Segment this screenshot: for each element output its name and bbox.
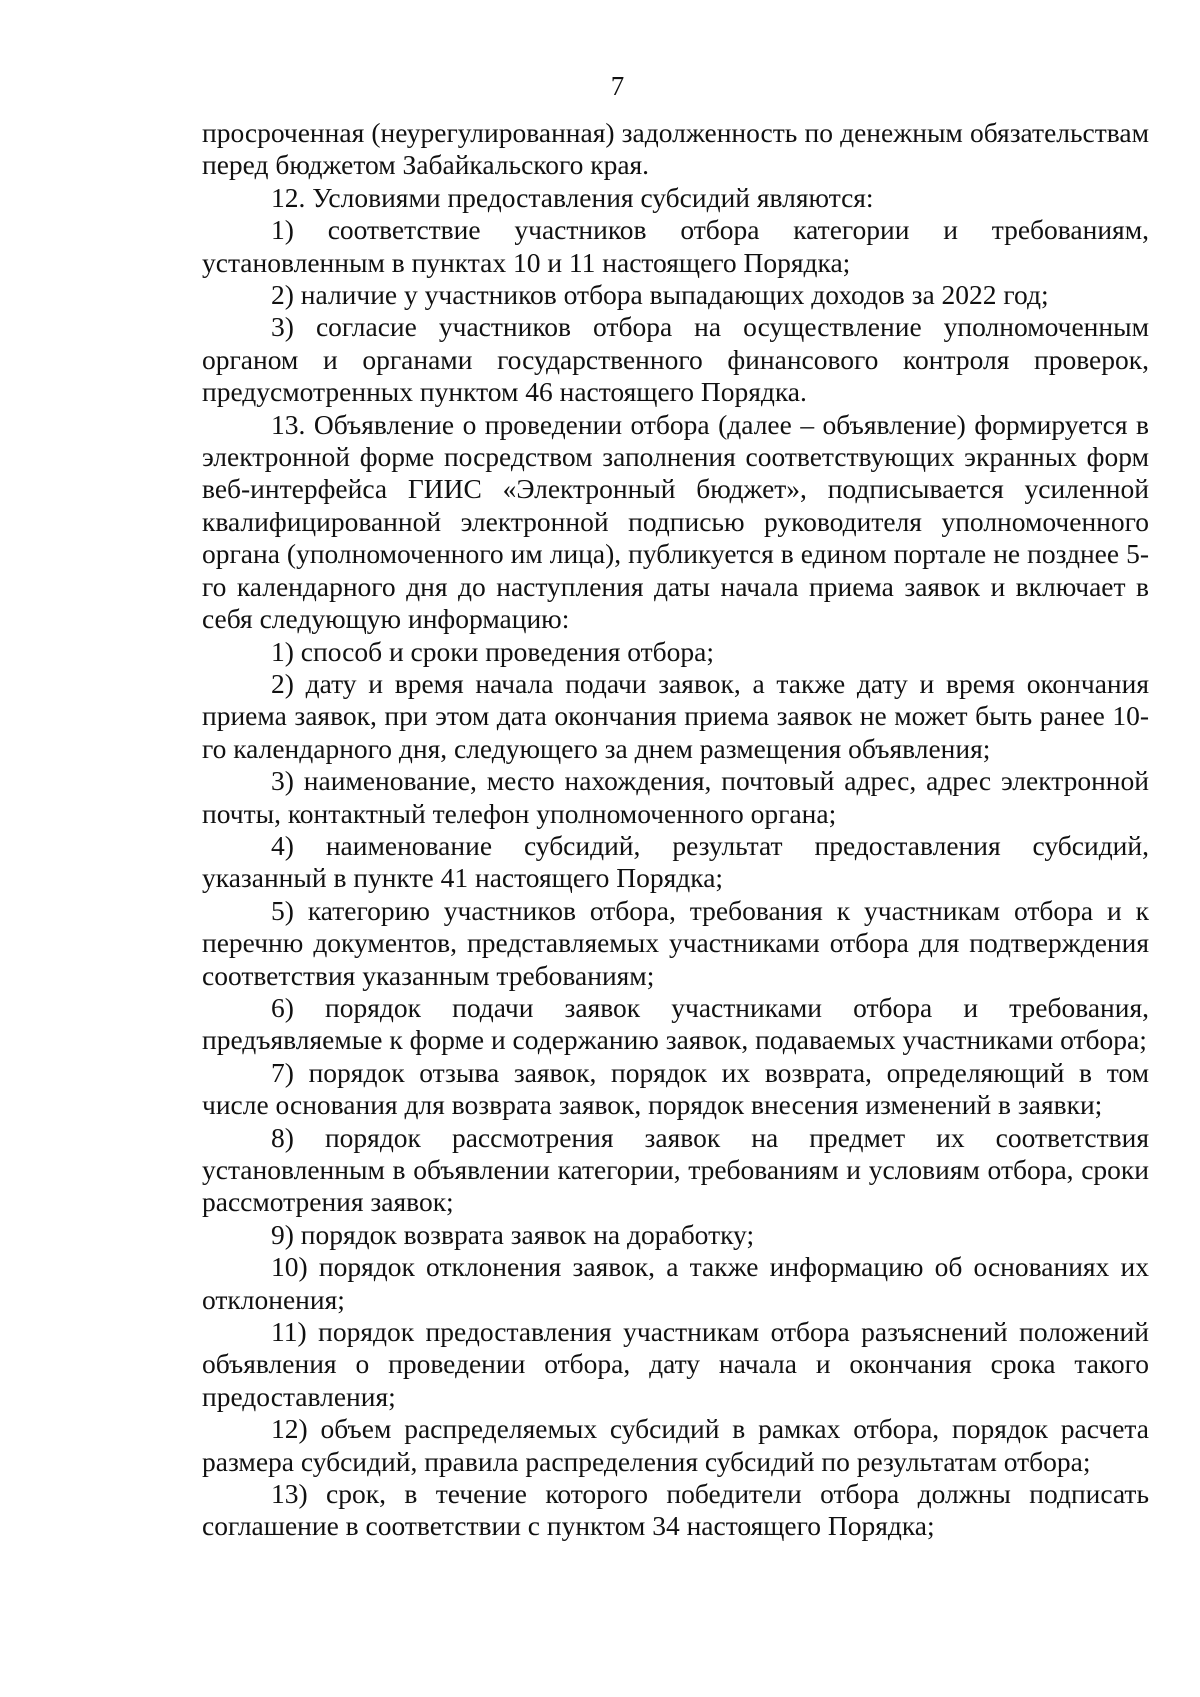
paragraph-item: 1) способ и сроки проведения отбора; — [271, 635, 714, 667]
paragraph-item: 6) порядок подачи заявок участниками отбора и требования, предъявляемые к форме и содержанию заявок, подаваемых участниками отбора; — [202, 991, 1149, 1056]
paragraph-item: 3) согласие участников отбора на осуществление уполномоченным органом и органами государственного финансового контроля проверок, предусмотренных пунктом 46 настоящего Порядка. — [202, 311, 1149, 408]
paragraph-clause-13: 13. Объявление о проведении отбора (далее – объявление) формируется в электронной форме посредством заполнения соответствующих экранных форм веб-интерфейса ГИИС «Электронный бюджет», подписывается усиленной квалифицированной электронной подписью руководителя уполномоченного органа (уполномоченного им лица), публикуется в едином портале не позднее 5-го календарного дня до наступления даты начала приема заявок и включает в себя следующую информацию: — [202, 408, 1149, 635]
paragraph-item: 13) срок, в течение которого победители отбора должны подписать соглашение в соответствии с пунктом 34 настоящего Порядка; — [202, 1478, 1149, 1542]
paragraph-item: 12) объем распределяемых субсидий в рамках отбора, порядок расчета размера субсидий, правила распределения субсидий по результатам отбора; — [202, 1413, 1149, 1477]
paragraph-clause-12: 12. Условиями предоставления субсидий являются: — [271, 181, 874, 213]
paragraph-item: 2) дату и время начала подачи заявок, а также дату и время окончания приема заявок, при этом дата окончания приема заявок не может быть ранее 10-го календарного дня, следующего за днем размещения объявления; — [202, 667, 1149, 764]
paragraph-continuation: просроченная (неурегулированная) задолженность по денежным обязательствам перед бюджетом Забайкальского края. — [202, 117, 1149, 181]
paragraph-item: 10) порядок отклонения заявок, а также информацию об основаниях их отклонения; — [202, 1251, 1149, 1315]
page-number: 7 — [610, 71, 625, 101]
paragraph-item: 3) наименование, место нахождения, почтовый адрес, адрес электронной почты, контактный телефон уполномоченного органа; — [202, 765, 1149, 829]
paragraph-item: 2) наличие у участников отбора выпадающих доходов за 2022 год; — [271, 279, 1049, 311]
paragraph-item: 7) порядок отзыва заявок, порядок их возврата, определяющий в том числе основания для возврата заявок, порядок внесения изменений в заявки; — [202, 1056, 1149, 1121]
paragraph-item: 1) соответствие участников отбора категории и требованиям, установленным в пунктах 10 и 11 настоящего Порядка; — [202, 214, 1149, 278]
paragraph-item: 5) категорию участников отбора, требования к участникам отбора и к перечню документов, представляемых участниками отбора для подтверждения соответствия указанным требованиям; — [202, 894, 1149, 991]
document-body — [202, 117, 1149, 1543]
paragraph-item: 9) порядок возврата заявок на доработку; — [271, 1218, 755, 1250]
paragraph-item: 4) наименование субсидий, результат предоставления субсидий, указанный в пункте 41 настоящего Порядка; — [202, 829, 1149, 894]
paragraph-item: 11) порядок предоставления участникам отбора разъяснений положений объявления о проведении отбора, дату начала и окончания срока такого предоставления; — [202, 1316, 1149, 1412]
paragraph-item: 8) порядок рассмотрения заявок на предмет их соответствия установленным в объявлении категории, требованиям и условиям отбора, сроки рассмотрения заявок; — [202, 1121, 1149, 1218]
